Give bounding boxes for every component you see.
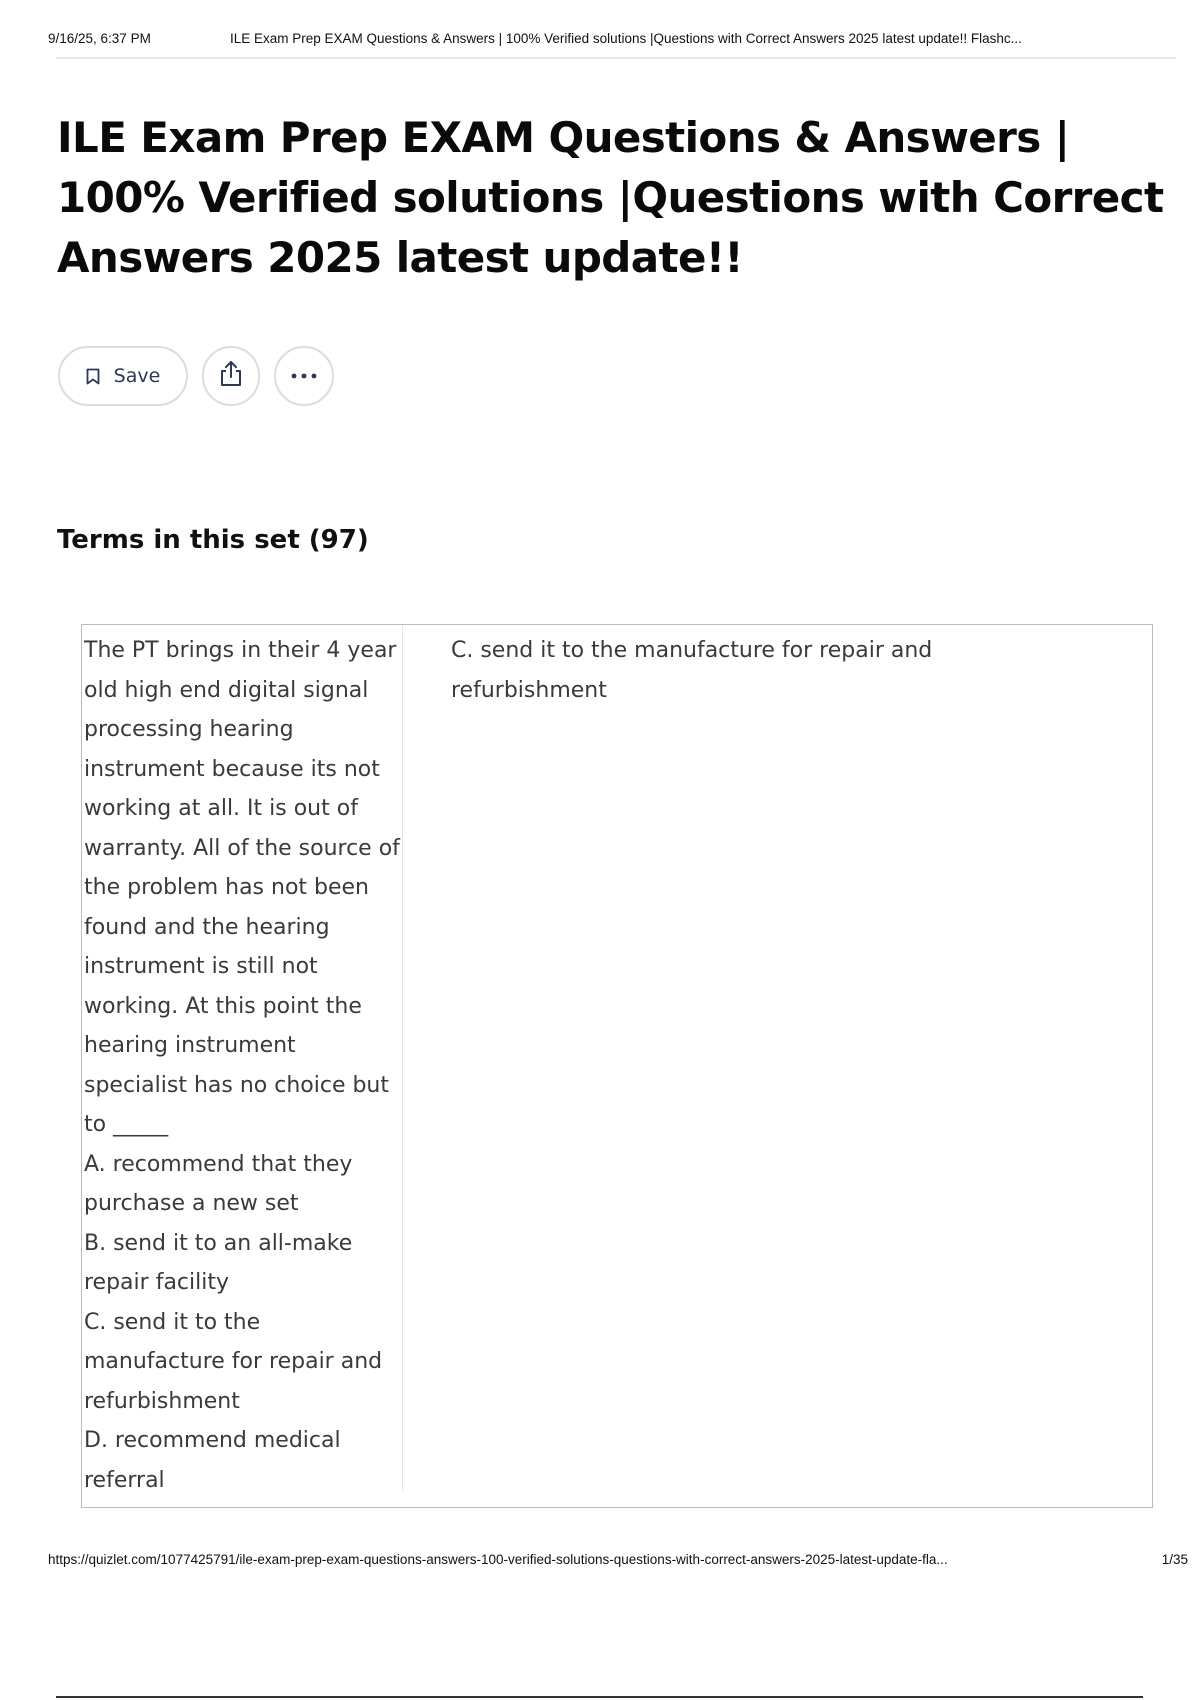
- share-button[interactable]: [202, 346, 260, 406]
- more-horizontal-icon: [290, 367, 318, 385]
- print-header: [48, 31, 1178, 51]
- page-number: 1/35: [1161, 1552, 1188, 1567]
- print-footer: [48, 1552, 1188, 1572]
- print-url: https://quizlet.com/1077425791/ile-exam-prep-exam-questions-answers-100-verified-solutions-questions-with-correct-answers-2025-latest-update-fla...: [48, 1552, 948, 1567]
- terms-heading: Terms in this set (97): [57, 525, 369, 555]
- share-icon: [218, 360, 244, 393]
- flashcard: [81, 624, 1153, 1508]
- save-button[interactable]: [58, 346, 188, 406]
- save-button-label: Save: [113, 365, 161, 387]
- bookmark-icon: [86, 368, 100, 385]
- print-document-title: ILE Exam Prep EXAM Questions & Answers | 100% Verified solutions |Questions with Correct Answers 2025 latest update!! Flashc...: [230, 31, 1022, 46]
- page-title: ILE Exam Prep EXAM Questions & Answers | 100% Verified solutions |Questions with Correct Answers 2025 latest update!!: [57, 113, 1164, 282]
- flashcard-definition: C. send it to the manufacture for repair and refurbishment: [451, 638, 933, 703]
- flashcard-divider: [402, 625, 403, 1491]
- bottom-divider: [56, 1696, 1143, 1698]
- print-timestamp: 9/16/25, 6:37 PM: [48, 31, 151, 46]
- header-divider: [56, 57, 1176, 59]
- more-options-button[interactable]: [274, 346, 334, 406]
- flashcard-term: The PT brings in their 4 year old high end digital signal processing hearing instrument because its not working at all. It is out of warranty. All of the source of the problem has not been found and the hearing instrument is still not working. At this point the hearing instrument specialist has no choice but to _____ A. recommend that they purchase a new set B. send it to an all-make repair facility C. send it to the manufacture for repair and refurbishment D. recommend medical referral: [84, 638, 400, 1493]
